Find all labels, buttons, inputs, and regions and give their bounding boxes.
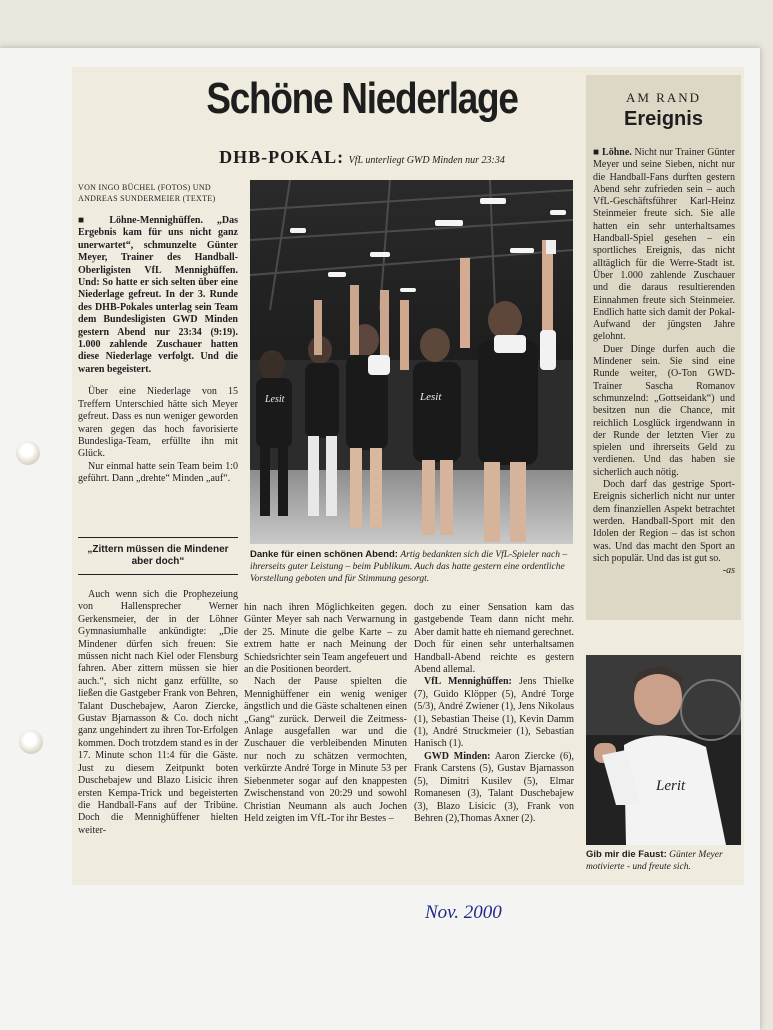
handwritten-date: Nov. 2000 xyxy=(425,902,502,923)
sidebar-dateline: Löhne. xyxy=(602,147,632,158)
jersey-logo: Lesit xyxy=(420,391,442,403)
shirt-logo: Lerit xyxy=(656,778,686,794)
small-photo-caption xyxy=(586,849,742,873)
main-photo-caption xyxy=(250,549,580,585)
headline: Schöne Niederlage xyxy=(206,74,518,123)
sidebar-text xyxy=(593,147,735,577)
sidebar-title: Ereignis xyxy=(624,108,703,130)
small-photo xyxy=(586,655,741,845)
lineup-gwd xyxy=(414,751,574,825)
sidebar-paragraph: Doch darf das gestrige Sport-Ereignis sicherlich nicht nur unter dem finanziellen Aspekt betrachtet werden. Handball-Sport mit den Idolen der Region – das ist schon was. Und das macht den Sport an sich populär. Und das ist gut so. xyxy=(593,479,735,564)
lineup-text: Jens Thielke (7), Guido Klöpper (5), André Torge (5/3), André Zwiener (1), Jens Nikolaus (1), Sebastian Theise (1), Kevin Damm (1), André Struckmeier (1), Sebastian Hanisch (1). xyxy=(414,676,574,750)
caption-label: Gib mir die Faust: xyxy=(586,849,667,860)
lead-text: „Das Ergebnis kam für uns nicht ganz unerwartet“, schmunzelte Günter Meyer, Trainer des Handball-Oberligisten VfL Mennighüffen. Und: So hatte er sich selten über eine Niederlage gefreut. In der 3. Runde des DHB-Pokales unterlag sein Team dem Bundesligisten GWD Minden gestern Abend nur 23:34 (9:19). 1.000 zahlende Zuschauer hatten diese Niederlage verfolgt. Und die waren begeistert. xyxy=(78,215,238,375)
body-column-1 xyxy=(78,589,238,837)
body-paragraph: Auch wenn sich die Prophezeiung von Hallensprecher Werner Gerkensmeier, der in der Löhner Gymnasiumhalle ankündigte: „Die Mindener dürfen sich freuen: Sie müssen nicht nach Kiel oder Flensburg fahren. Aber zittern müssen sie hier auch.“, sich nicht ganz erfüllte, so ließen die Gastgeber Frank von Behren, Talant Duschebajew, Aaron Ziercke, Gustav Bjarnasson & Co. doch nicht ganz ungehindert zu ihren Tor-Erfolgen kommen. Doch trotzdem stand es in der 17. Minute schon 11:4 für die Gäste. Just zu diesem Zeitpunkt boten Duschebajew und Blazo Lisicic ihren ersten Kempa-Trick und begeisterten die Handball-Fans auf der Tribüne. Doch die Mennighüffener hielten weiter- xyxy=(78,589,238,836)
byline-line: VON INGO BÜCHEL (FOTOS) UND xyxy=(78,183,211,192)
lineup-vfl xyxy=(414,676,574,750)
subhead-label: DHB-POKAL: xyxy=(219,147,345,167)
lead-column xyxy=(78,215,238,486)
punch-hole xyxy=(19,730,43,754)
sidebar-box xyxy=(586,75,741,620)
body-paragraph: Über eine Niederlage von 15 Treffern Unterschied hätte sich Meyer gefreut. Dass es nun weniger geworden waren gegen das hoch favorisierte Bundesliga-Team, erfüllte ihn mit Glück. xyxy=(78,386,238,460)
lineup-text: Aaron Ziercke (6), Frank Carstens (5), Gustav Bjarnasson (5), Dimitri Kusilev (5), Elmar Romanesen (3), Talant Duschebajew (3), Blazo Lisicic (3), Frank von Behren (2),Thomas Axner (2). xyxy=(414,750,574,824)
subheadline xyxy=(102,147,622,168)
body-column-3 xyxy=(414,602,574,825)
main-photo xyxy=(250,180,573,544)
body-column-2 xyxy=(244,602,407,825)
dateline: Löhne-Mennighüffen. xyxy=(109,215,203,226)
subhead-text: VfL unterliegt GWD Minden nur 23:34 xyxy=(348,155,505,166)
coach-fist-image xyxy=(586,655,741,845)
caption-text: Günter Meyer motivierte - und freute sich. xyxy=(586,850,723,872)
body-paragraph: doch zu einer Sensation kam das gastgebende Team dann nicht mehr. Aber damit hatte eh niemand gerechnet. Doch für einen sehr unterhaltsamen Handball-Abend reichte es gestern Abend allemal. xyxy=(414,602,574,676)
punch-hole xyxy=(16,441,40,465)
lineup-label: GWD Minden: xyxy=(424,750,491,762)
lineup-label: VfL Mennighüffen: xyxy=(424,676,512,688)
body-paragraph: Nur einmal hatte sein Team beim 1:0 geführt. Dann „drehte“ Minden „auf“. xyxy=(78,460,238,485)
lead-paragraph: ■ Löhne-Mennighüffen. „Das Ergebnis kam für uns nicht ganz unerwartet“, schmunzelte Günter Meyer, Trainer des Handball-Oberligisten VfL Mennighüffen. Und: So hatte er sich selten über eine Niederlage gefreut. In der 3. Runde des DHB-Pokales unterlag sein Team dem Bundesligisten GWD Minden gestern Abend nur 23:34 (9:19). 1.000 zahlende Zuschauer hatten diese Niederlage verfolgt. Und die waren begeistert. xyxy=(78,215,238,375)
intertitle: „Zittern müssen die Mindener aber doch“ xyxy=(78,537,238,575)
byline-line: ANDREAS SUNDERMEIER (TEXTE) xyxy=(78,193,216,203)
team-celebration-image xyxy=(250,180,573,544)
caption-text: Artig bedankten sich die VfL-Spieler nach – ihrerseits guter Leistung – beim Publikum. Auch das hatte gestern eine ordentliche Vorstellung geboten und für Stimmung gesorgt. xyxy=(250,550,568,584)
newspaper-clipping xyxy=(72,67,744,885)
sidebar-paragraph-text: Nicht nur Trainer Günter Meyer und seine Sieben, nicht nur die Handball-Fans durften gestern Abend sehr zufrieden sein – auch VfL-Geschäftsführer Karl-Heinz Steinmeier freute sich. Sie alle hatten ein sehr unterhaltsames Handball-Spiel gesehen – ein sportliches Ereignis, das nicht alltäglich für die Werre-Stadt ist. Über 1.000 zahlende Zuschauer und die daraus resultierenden Einnahmen freute sich Steinmeier. Endlich hatte sich damit der Pokal-Aufwand der jüngsten Jahre gelohnt. xyxy=(593,147,735,343)
sidebar-paragraph: Duer Dinge durfen auch die Mindener sein. Sie sind eine Runde weiter, (O-Ton GWD-Trainer Sascha Romanov schmunzelnd: „Gottseidank“) und besitzen nun die Chance, mit reichlich Losglück irgendwann in der Runde der letzten Vier zu spielen und ihrerseits Geld zu verdienen. Und das haben sie sicherlich auch nötig. xyxy=(593,343,735,478)
sidebar-paragraph: ■ Löhne. Nicht nur Trainer Günter Meyer und seine Sieben, nicht nur die Handball-Fans durften gestern Abend sehr zufrieden sein – auch VfL-Geschäftsführer Karl-Heinz Steinmeier freute sich. Sie alle hatten ein sehr unterhaltsames Handball-Spiel gesehen – ein sportliches Ereignis, das nicht alltäglich für die Werre-Stadt ist. Über 1.000 zahlende Zuschauer und die daraus resultierenden Einnahmen freute sich Steinmeier. Endlich hatte sich damit der Pokal-Aufwand der jüngsten Jahre gelohnt. xyxy=(593,147,735,343)
jersey-logo: Lesit xyxy=(265,394,285,405)
byline xyxy=(78,183,238,205)
author-signature: -as xyxy=(722,565,735,577)
body-paragraph: hin nach ihren Möglichkeiten gegen. Günter Meyer sah nach Verwarnung in der 25. Minute die gelbe Karte – zu extrem hatte er nach Meinung der Schiedsrichter sein Team angefeuert und an die Positionen beordert. xyxy=(244,602,407,676)
caption-label: Danke für einen schönen Abend: xyxy=(250,549,398,560)
body-paragraph: Nach der Pause spielten die Mennighüffener ein wenig weniger ängstlich und die Gäste schaltenen einen „Gang“ zurück. Derweil die Zeitmess-Anlage ausgefallen war und die Zuschauer die verbleibenden Minuten nur noch zu schätzen vermochten, verkürzte André Torge in Minute 53 per Siebenmeter sogar auf den knappesten Zwischenstand von 20:29 und sowohl Christian Neumann als auch Jochen Held zeigten im VfL-Tor ihr Bestes – xyxy=(244,676,407,824)
sidebar-label: AM RAND xyxy=(625,90,702,105)
